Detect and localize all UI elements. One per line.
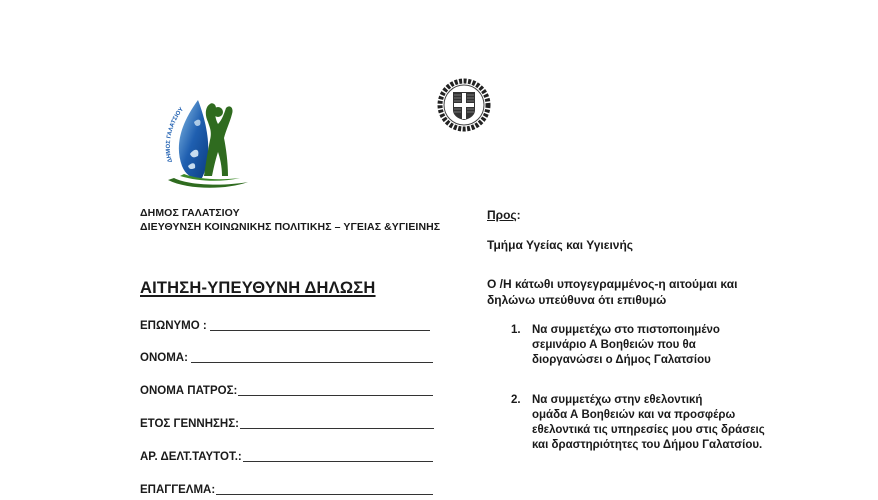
field-label: ΟΝΟΜΑ:	[140, 352, 188, 364]
declaration-item	[511, 323, 720, 368]
field-surname[interactable]	[140, 317, 435, 333]
field-label: ΑΡ. ΔΕΛΤ.ΤΑΥΤΟΤ.:	[140, 451, 242, 463]
field-birth-year[interactable]	[140, 415, 435, 431]
field-occupation[interactable]	[140, 481, 435, 497]
item-text	[532, 323, 720, 368]
declaration-intro	[487, 276, 737, 308]
coat-of-arms-emblem	[437, 78, 491, 132]
organization-name: ΔΗΜΟΣ ΓΑΛΑΤΣΙΟΥ	[140, 207, 240, 219]
field-label: ΕΠΑΓΓΕΛΜΑ:	[140, 484, 216, 496]
field-id-number[interactable]	[140, 448, 435, 464]
logo-graphic	[160, 92, 252, 192]
recipient-department: Τμήμα Υγείας και Υγιεινής	[487, 238, 634, 252]
field-label: ΕΤΟΣ ΓΕΝΝΗΣΗΣ:	[140, 418, 239, 430]
item-line: σεμινάριο Α Βοηθειών που θα	[532, 339, 696, 351]
item-line: ομάδα Α Βοηθειών και να προσφέρω	[532, 409, 736, 421]
organization-department: ΔΙΕΥΘΥΝΣΗ ΚΟΙΝΩΝΙΚΗΣ ΠΟΛΙΤΙΚΗΣ – ΥΓΕΙΑΣ &ΥΓΙΕΙΝΗΣ	[140, 221, 441, 233]
recipient-colon: :	[516, 208, 521, 222]
emblem-graphic	[437, 78, 491, 132]
logo-text: ΔΗΜΟΣ ΓΑΛΑΤΣΙΟΥ	[165, 106, 186, 164]
item-number: 1.	[511, 324, 521, 336]
field-first-name[interactable]	[140, 349, 435, 365]
recipient-heading	[487, 207, 521, 223]
field-label: ΟΝΟΜΑ ΠΑΤΡΟΣ:	[140, 385, 238, 397]
birth-year-input-line[interactable]	[240, 428, 434, 429]
form-title: ΑΙΤΗΣΗ-ΥΠΕΥΘΥΝΗ ΔΗΛΩΣΗ	[140, 279, 376, 297]
field-label: ΕΠΩΝΥΜΟ :	[140, 320, 207, 332]
declaration-item	[511, 393, 765, 453]
municipality-logo	[160, 92, 252, 192]
item-line: διοργανώσει ο Δήμος Γαλατσίου	[532, 354, 711, 366]
first-name-input-line[interactable]	[191, 362, 433, 363]
surname-input-line[interactable]	[210, 330, 430, 331]
intro-line: δηλώνω υπεύθυνα ότι επιθυμώ	[487, 293, 667, 307]
father-name-input-line[interactable]	[238, 395, 433, 396]
item-line: Να συμμετέχω στην εθελοντική	[532, 394, 703, 406]
item-line: και δραστηριότητες του Δήμου Γαλατσίου.	[532, 439, 763, 451]
occupation-input-line[interactable]	[216, 494, 433, 495]
field-father-name[interactable]	[140, 382, 435, 398]
item-text	[532, 393, 765, 453]
intro-line: Ο /Η κάτωθι υπογεγραμμένος-η αιτούμαι και	[487, 277, 738, 291]
recipient-label: Προς	[487, 208, 517, 222]
item-line: Να συμμετέχω στο πιστοποιημένο	[532, 324, 720, 336]
item-number: 2.	[511, 394, 521, 406]
item-line: εθελοντικά τις υπηρεσίες μου στις δράσεις	[532, 424, 765, 436]
id-number-input-line[interactable]	[243, 461, 433, 462]
